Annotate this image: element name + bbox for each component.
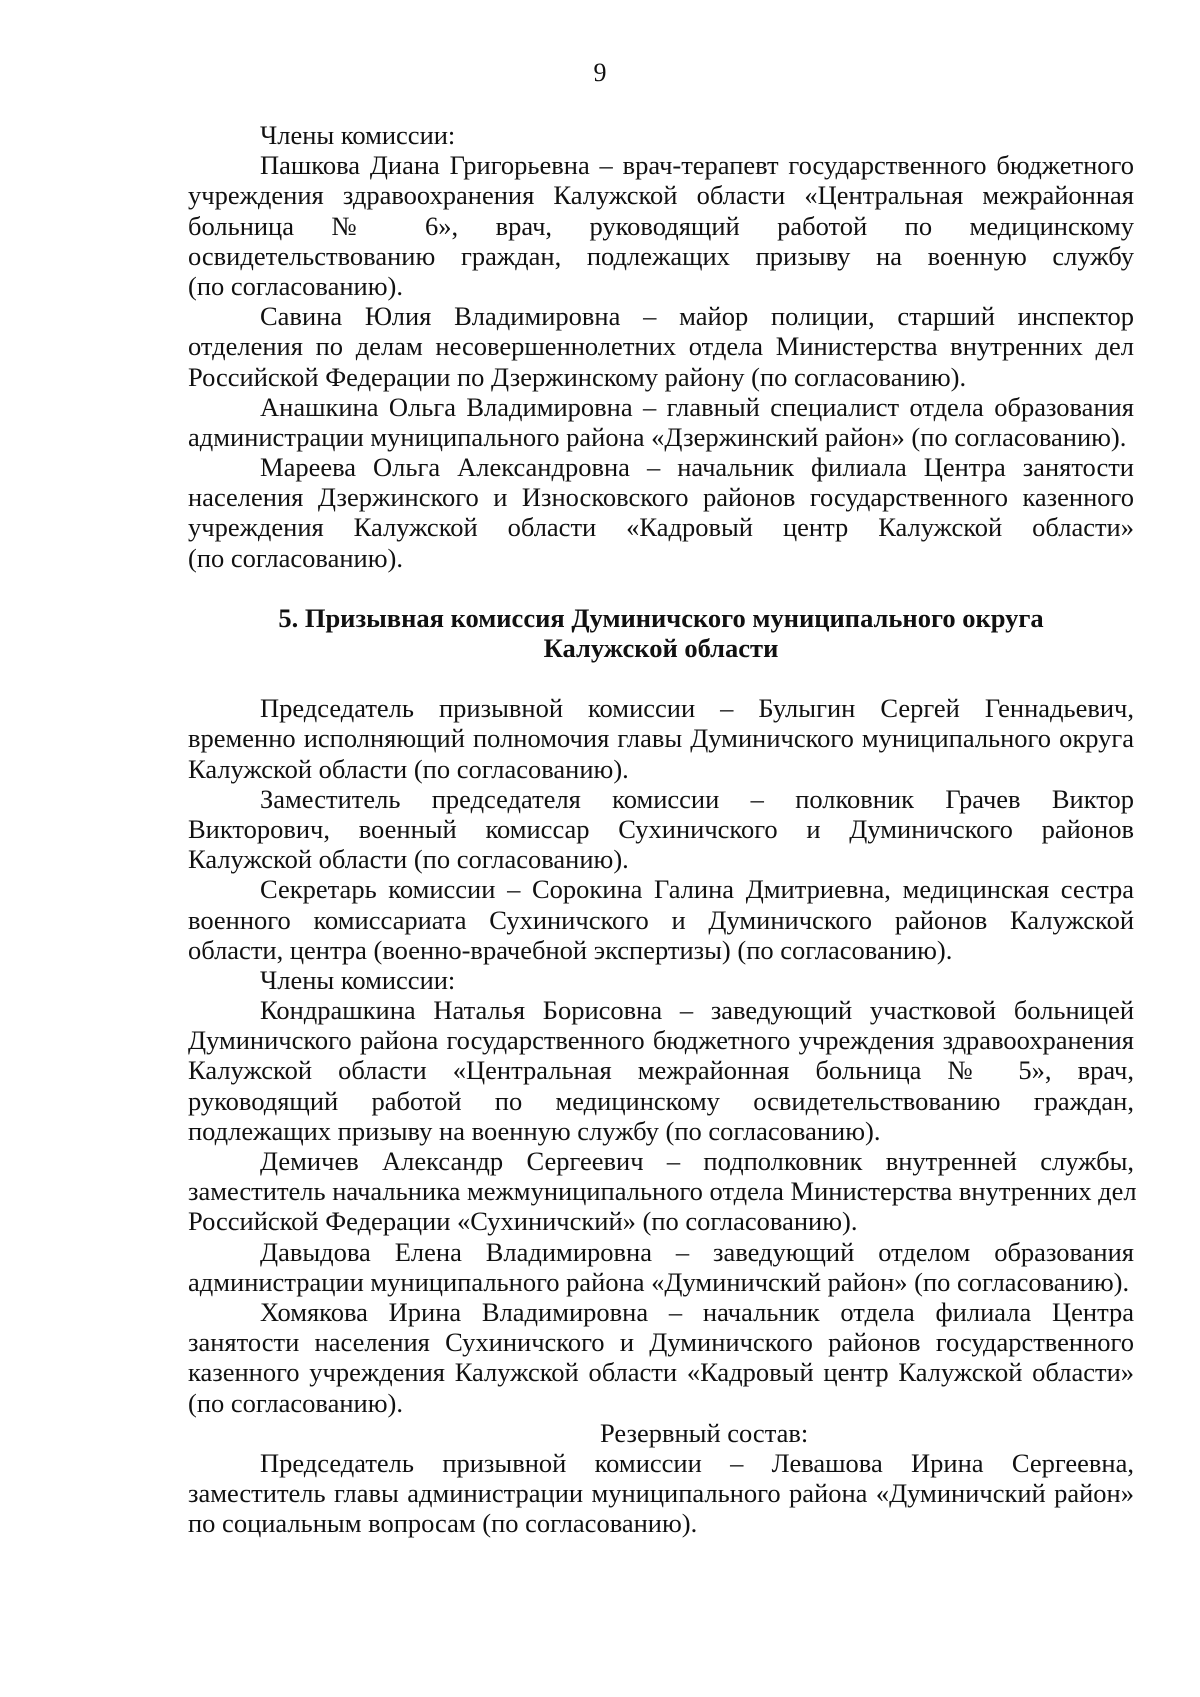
members-label: Члены комиссии: — [260, 964, 456, 995]
paragraph-line: временно исполняющий полномочия главы Думиничского муниципального округа — [188, 723, 1134, 754]
paragraph-line: казенного учреждения Калужской области «Кадровый центр Калужской области» — [188, 1357, 1134, 1388]
paragraph-line: подлежащих призыву на военную службу (по согласованию). — [188, 1115, 881, 1146]
paragraph-line: Кондрашкина Наталья Борисовна – заведующий участковой больницей — [260, 995, 1134, 1026]
paragraph-line: заместитель начальника межмуниципального отдела Министерства внутренних дел — [188, 1176, 1137, 1207]
paragraph-line: руководящий работой по медицинскому освидетельствованию граждан, — [188, 1085, 1134, 1116]
paragraph-line: Заместитель председателя комиссии – полковник Грачев Виктор — [260, 783, 1134, 814]
paragraph-line: Секретарь комиссии – Сорокина Галина Дмитриевна, медицинская сестра — [260, 874, 1134, 905]
paragraph-line: Викторович, военный комиссар Сухиничского и Думиничского районов — [188, 813, 1134, 844]
document-body — [188, 120, 1137, 1539]
paragraph-davydova — [188, 1237, 1134, 1297]
section-heading — [188, 603, 1134, 663]
paragraph-line: учреждения здравоохранения Калужской области «Центральная межрайонная — [188, 180, 1134, 211]
paragraph-line: отделения по делам несовершеннолетних отдела Министерства внутренних дел — [188, 331, 1134, 362]
paragraph-line: занятости населения Сухиничского и Думиничского районов государственного — [188, 1327, 1134, 1358]
paragraph-reserve-chair — [188, 1448, 1134, 1539]
paragraph-line: (по согласованию). — [188, 542, 403, 573]
paragraph-line: (по согласованию). — [188, 1387, 403, 1418]
paragraph-line: Российской Федерации по Дзержинскому району (по согласованию). — [188, 361, 967, 392]
section-title-line: 5. Призывная комиссия Думиничского муниципального округа — [278, 602, 1044, 633]
paragraph-line: больница № 6», врач, руководящий работой по медицинскому — [188, 210, 1134, 241]
paragraph-line: Мареева Ольга Александровна – начальник филиала Центра занятости — [260, 452, 1134, 483]
paragraph-line: Давыдова Елена Владимировна – заведующий отделом образования — [260, 1236, 1134, 1267]
paragraph-secretary — [188, 874, 1134, 965]
paragraph-line: заместитель главы администрации муниципального района «Думиничский район» — [188, 1478, 1134, 1509]
paragraph-mareeva — [188, 452, 1134, 573]
spacer — [188, 573, 1134, 603]
paragraph-line: освидетельствованию граждан, подлежащих призыву на военную службу — [188, 240, 1134, 271]
paragraph-line: Российской Федерации «Сухиничский» (по согласованию). — [188, 1206, 858, 1237]
paragraph-chair — [188, 693, 1134, 784]
paragraph-line: Калужской области «Центральная межрайонная больница № 5», врач, — [188, 1055, 1134, 1086]
paragraph-deputy — [188, 784, 1134, 875]
paragraph-line: Хомякова Ирина Владимировна – начальник отдела филиала Центра — [260, 1296, 1134, 1327]
spacer — [188, 663, 1134, 693]
paragraph-khomyakova — [188, 1297, 1134, 1418]
paragraph-line: по социальным вопросам (по согласованию). — [188, 1508, 698, 1539]
paragraph-line: Анашкина Ольга Владимировна – главный специалист отдела образования — [260, 391, 1134, 422]
paragraph-line: администрации муниципального района «Думиничский район» (по согласованию). — [188, 1266, 1130, 1297]
paragraph-line: Савина Юлия Владимировна – майор полиции, старший инспектор — [260, 301, 1134, 332]
members-label: Члены комиссии: — [260, 120, 456, 150]
paragraph-kondrashkina — [188, 995, 1134, 1146]
paragraph-line: военного комиссариата Сухиничского и Думиничского районов Калужской — [188, 904, 1134, 935]
paragraph-line: Председатель призывной комиссии – Левашова Ирина Сергеевна, — [260, 1447, 1134, 1478]
paragraph-pashkova — [188, 150, 1134, 301]
paragraph-line: населения Дзержинского и Износковского районов государственного казенного — [188, 482, 1134, 513]
paragraph-line: Пашкова Диана Григорьевна – врач-терапевт государственного бюджетного — [260, 150, 1134, 181]
paragraph-savina — [188, 301, 1134, 392]
section-title-line: Калужской области — [543, 633, 779, 663]
paragraph-line: Калужской области (по согласованию). — [188, 844, 629, 875]
paragraph-line: Председатель призывной комиссии – Булыгин Сергей Геннадьевич, — [260, 693, 1134, 724]
paragraph-line: учреждения Калужской области «Кадровый центр Калужской области» — [188, 512, 1134, 543]
reserve-label: Резервный состав: — [600, 1417, 809, 1448]
paragraph-line: области, центра (военно-врачебной экспертизы) (по согласованию). — [188, 934, 953, 965]
paragraph-line: Демичев Александр Сергеевич – подполковник внутренней службы, — [260, 1146, 1134, 1176]
paragraph-anashkina — [188, 392, 1134, 452]
paragraph-line: Думиничского района государственного бюджетного учреждения здравоохранения — [188, 1025, 1134, 1056]
paragraph-demichev — [188, 1146, 1137, 1237]
paragraph-line: (по согласованию). — [188, 270, 403, 301]
page-number: 9 — [593, 58, 607, 87]
paragraph-line: администрации муниципального района «Дзержинский район» (по согласованию). — [188, 421, 1127, 452]
paragraph-line: Калужской области (по согласованию). — [188, 753, 629, 784]
